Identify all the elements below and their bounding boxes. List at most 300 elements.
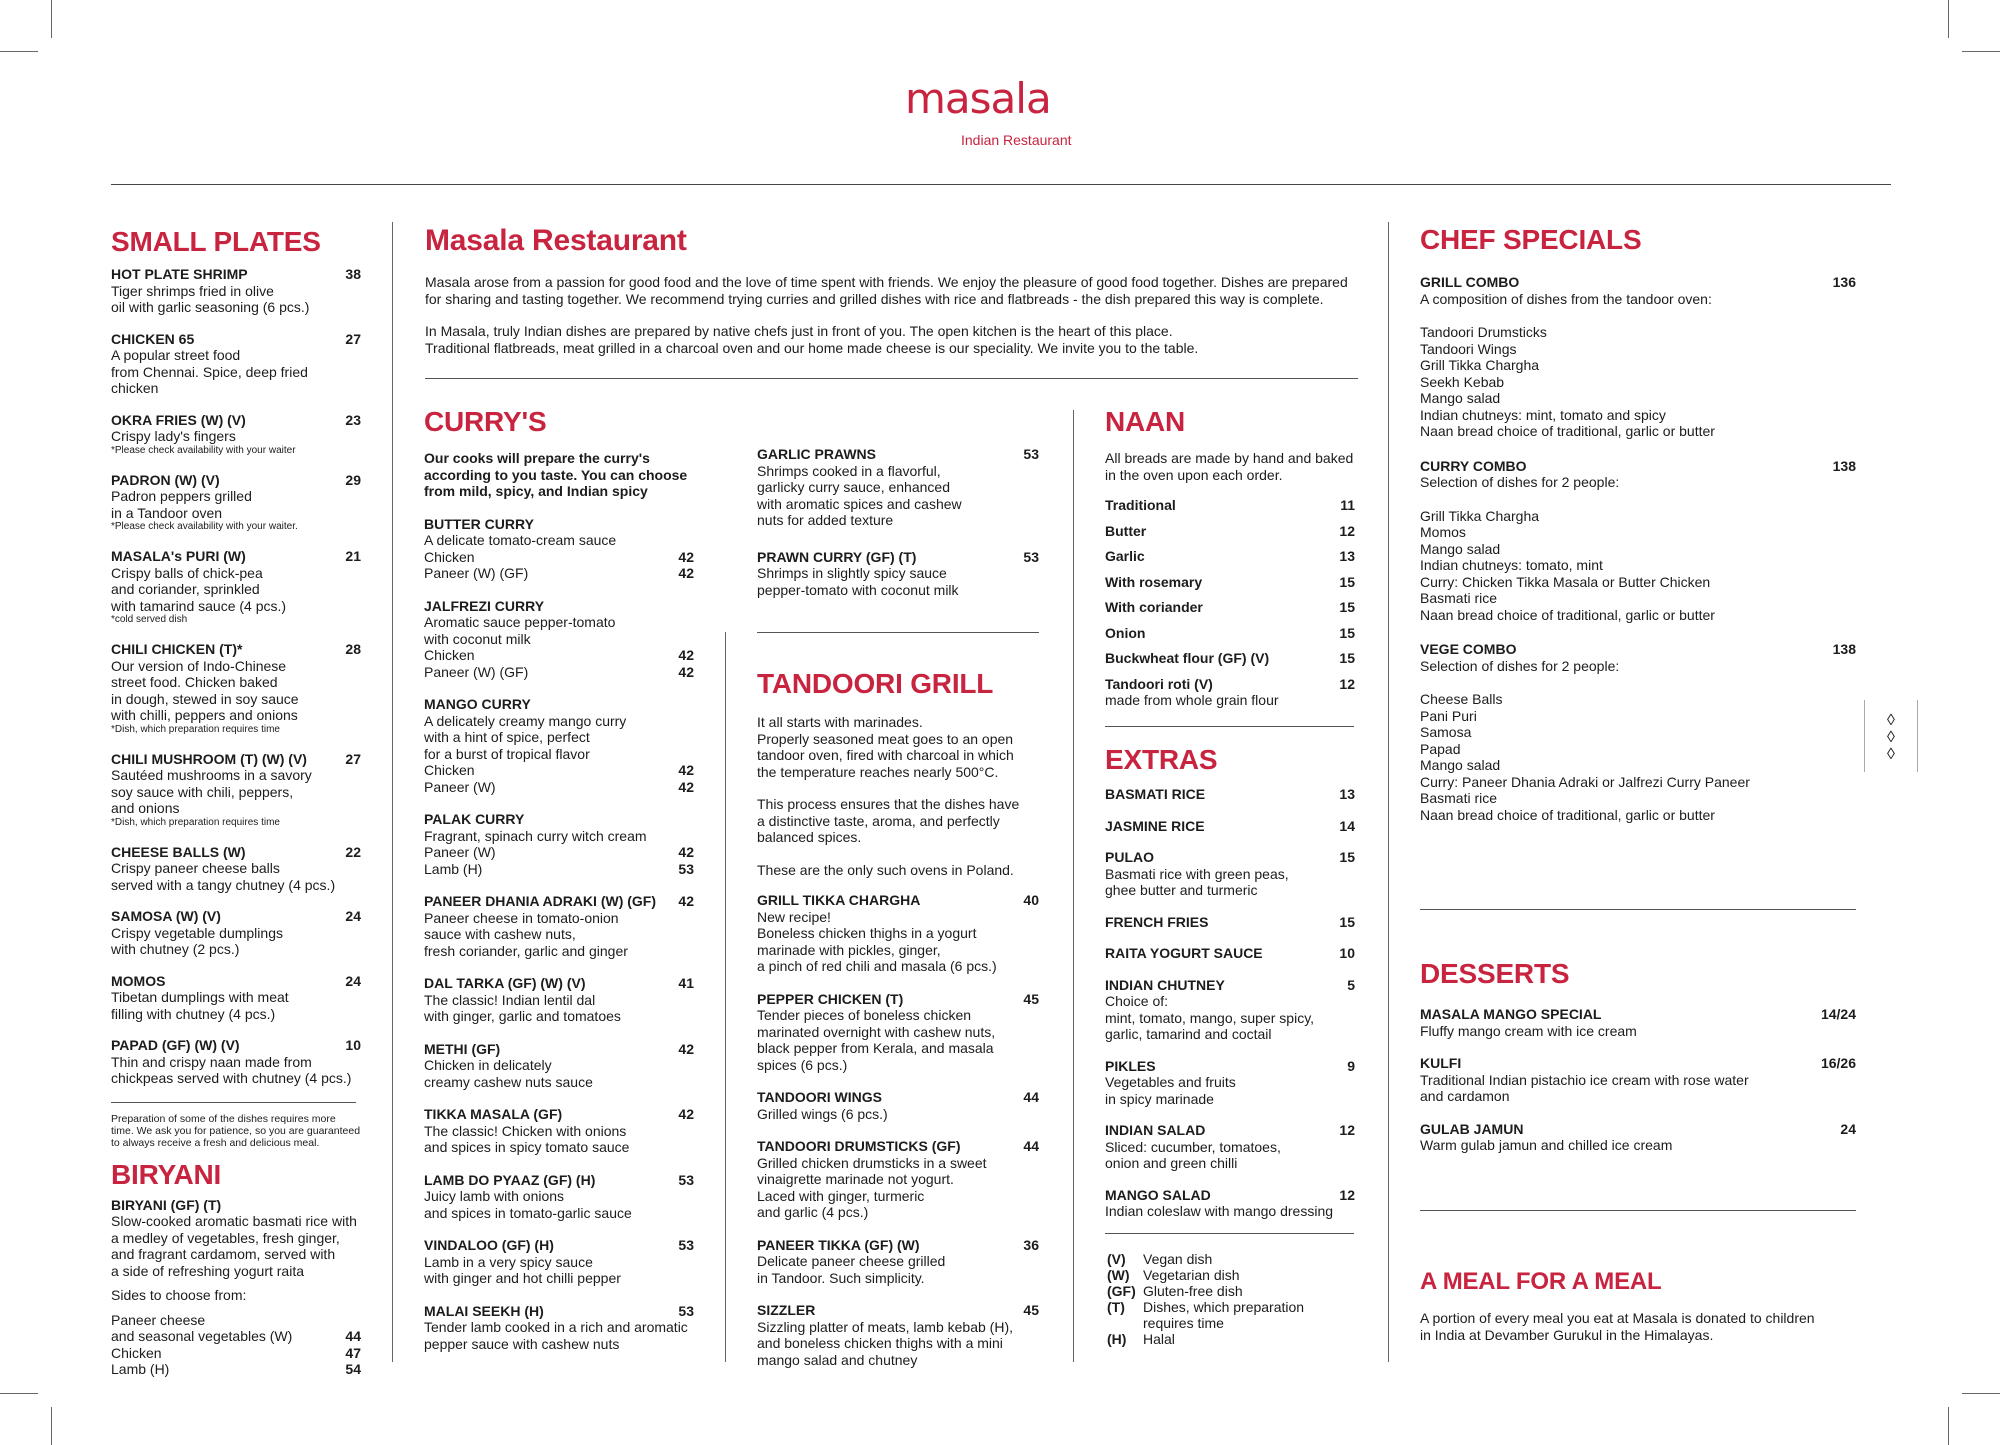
naan-item-price: 15 bbox=[1339, 624, 1355, 641]
menu-item bbox=[111, 412, 361, 457]
extras-list bbox=[1105, 786, 1355, 1220]
naan-item-header bbox=[1105, 625, 1355, 642]
extras-item-name: JASMINE RICE bbox=[1105, 817, 1205, 834]
biryani-item bbox=[111, 1197, 361, 1378]
curry-option bbox=[424, 549, 694, 566]
chef-special-list: Tandoori Drumsticks Tandoori Wings Grill Tikka Chargha Seekh Kebab Mango salad Indian chutneys: mint, tomato and spicy Naan bread choice of traditional, garlic or butter bbox=[1420, 324, 1715, 439]
curry-option-label: Chicken bbox=[424, 647, 475, 663]
crop-mark bbox=[1962, 1393, 2000, 1394]
tandoori-item-name: PANEER TIKKA (GF) (W) bbox=[757, 1236, 920, 1253]
extras-item-name: PULAO bbox=[1105, 849, 1154, 865]
curry-option bbox=[424, 844, 694, 861]
menu-item-header bbox=[111, 266, 361, 283]
curry-list bbox=[424, 516, 694, 1353]
tandoori-item-header bbox=[757, 1302, 1039, 1319]
tandoori-item-price: 45 bbox=[1023, 990, 1039, 1007]
curry-item-desc: Lamb in a very spicy sauce with ginger and hot chilli pepper bbox=[424, 1253, 621, 1286]
legend-entry bbox=[1107, 1299, 1357, 1331]
extras-section bbox=[1105, 746, 1355, 1235]
naan-item-price: 12 bbox=[1339, 522, 1355, 539]
extras-item-header bbox=[1105, 1187, 1355, 1204]
column-divider bbox=[725, 632, 726, 1362]
legend-entry bbox=[1107, 1267, 1357, 1283]
chef-special-item bbox=[1420, 641, 1856, 823]
naan-item-name: Buckwheat flour (GF) (V) bbox=[1105, 650, 1270, 666]
extras-item-header bbox=[1105, 914, 1355, 931]
curry-option-label: Paneer (W) (GF) bbox=[424, 663, 529, 680]
extras-item-name: MANGO SALAD bbox=[1105, 1186, 1211, 1203]
curry-item bbox=[424, 893, 694, 959]
naan-item-header bbox=[1105, 497, 1355, 514]
curry-item-price: 53 bbox=[678, 1237, 694, 1253]
curry-item-name: MALAI SEEKH (H) bbox=[424, 1302, 544, 1319]
tandoori-item-name: TANDOORI DRUMSTICKS (GF) bbox=[757, 1138, 961, 1154]
menu-item-name: CHEESE BALLS (W) bbox=[111, 843, 246, 860]
diamond-icon: ◊ bbox=[1887, 746, 1895, 763]
extras-item-header bbox=[1105, 1058, 1355, 1075]
menu-item-desc: A popular street food from Chennai. Spice, deep fried chicken bbox=[111, 347, 308, 396]
menu-item-note: *Please check availability with your waiter. bbox=[111, 521, 298, 532]
menu-item-price: 22 bbox=[345, 843, 361, 860]
extras-item-desc: Sliced: cucumber, tomatoes, onion and green chilli bbox=[1105, 1138, 1281, 1171]
tandoori-item-desc: Tender pieces of boneless chicken marinated overnight with cashew nuts, black pepper from Kerala, and masala spices (6 pcs.) bbox=[757, 1007, 996, 1073]
chef-special-header bbox=[1420, 458, 1856, 475]
biryani-side-label: and seasonal vegetables (W) bbox=[111, 1328, 293, 1344]
header-divider bbox=[111, 184, 1891, 185]
meal-for-meal-text: A portion of every meal you eat at Masala is donated to children in India at Devamber Gurukul in the Himalayas. bbox=[1420, 1310, 1815, 1343]
curry-item-header bbox=[424, 1303, 694, 1320]
extras-item bbox=[1105, 945, 1355, 962]
legend-entry bbox=[1107, 1331, 1357, 1347]
dessert-item-header bbox=[1420, 1121, 1856, 1138]
tandoori-item-desc: New recipe! Boneless chicken thighs in a yogurt marinade with pickles, ginger, a pinch of red chili and masala (6 pcs.) bbox=[757, 908, 997, 974]
menu-item-header bbox=[111, 331, 361, 348]
tandoori-item-price: 44 bbox=[1023, 1089, 1039, 1105]
extras-item-header bbox=[1105, 977, 1355, 994]
naan-item-name: Onion bbox=[1105, 624, 1146, 641]
extras-item-name: RAITA YOGURT SAUCE bbox=[1105, 945, 1263, 961]
tandoori-item-price: 40 bbox=[1023, 892, 1039, 908]
tandoori-item-desc: Grilled wings (6 pcs.) bbox=[757, 1105, 888, 1122]
tandoori-title: TANDOORI GRILL bbox=[757, 668, 994, 699]
extras-item-price: 12 bbox=[1339, 1122, 1355, 1138]
chef-specials-section bbox=[1420, 226, 1856, 841]
diamond-icon: ◊ bbox=[1887, 712, 1895, 729]
extras-item-desc: Choice of: mint, tomato, mango, super spicy, garlic, tamarind and coctail bbox=[1105, 993, 1315, 1042]
extras-item-header bbox=[1105, 945, 1355, 962]
chef-special-price: 138 bbox=[1832, 457, 1856, 474]
menu-item-price: 28 bbox=[345, 641, 361, 657]
legend-key: (GF) bbox=[1107, 1283, 1136, 1299]
curry-item-header bbox=[424, 1041, 694, 1058]
menu-item-header bbox=[111, 1037, 361, 1054]
curry-option-price: 42 bbox=[678, 844, 694, 860]
curry-item-price: 42 bbox=[678, 1106, 694, 1122]
tandoori-item bbox=[757, 892, 1039, 975]
extras-item-desc: Indian coleslaw with mango dressing bbox=[1105, 1203, 1334, 1219]
extras-item-desc: Vegetables and fruits in spicy marinade bbox=[1105, 1074, 1236, 1107]
legend-text: Gluten-free dish bbox=[1143, 1283, 1243, 1299]
naan-item-price: 11 bbox=[1340, 497, 1355, 513]
curry-item-name: GARLIC PRAWNS bbox=[757, 446, 876, 462]
intro-divider bbox=[425, 378, 1358, 379]
dessert-item-price: 14/24 bbox=[1820, 1006, 1856, 1022]
crop-mark bbox=[0, 1393, 38, 1394]
menu-item bbox=[111, 908, 361, 958]
menu-item-name: SAMOSA (W) (V) bbox=[111, 908, 221, 924]
curry-item-header bbox=[424, 516, 694, 533]
curry-item bbox=[424, 516, 694, 582]
extras-item-name: PIKLES bbox=[1105, 1057, 1156, 1074]
legend-divider bbox=[1105, 1233, 1354, 1234]
extras-item-price: 5 bbox=[1347, 976, 1355, 993]
extras-item-name: FRENCH FRIES bbox=[1105, 913, 1209, 930]
dessert-item bbox=[1420, 1006, 1856, 1039]
curry-item-header bbox=[424, 696, 694, 713]
menu-item-name: PADRON (W) (V) bbox=[111, 471, 220, 488]
curry-option-label: Paneer (W) bbox=[424, 778, 496, 795]
curry-item bbox=[424, 811, 694, 877]
tandoori-item-header bbox=[757, 991, 1039, 1008]
dessert-item-price: 16/26 bbox=[1820, 1055, 1856, 1071]
extras-item bbox=[1105, 818, 1355, 835]
desserts-section bbox=[1420, 960, 1856, 1170]
tandoori-item-price: 44 bbox=[1023, 1138, 1039, 1154]
curry-item-desc: The classic! Chicken with onions and spices in spicy tomato sauce bbox=[424, 1122, 630, 1155]
curry-item-name: PANEER DHANIA ADRAKI (W) (GF) bbox=[424, 893, 657, 909]
menu-item-note: *Dish, which preparation requires time bbox=[111, 723, 280, 735]
crop-mark bbox=[51, 0, 52, 38]
curry-item-desc: Shrimps cooked in a flavorful, garlicky curry sauce, enhanced with aromatic spices and cashew nuts for added texture bbox=[757, 462, 962, 528]
tandoori-paragraph-3: These are the only such ovens in Poland. bbox=[757, 861, 1014, 878]
curry-item bbox=[424, 1303, 694, 1353]
curry-item-name: VINDALOO (GF) (H) bbox=[424, 1237, 554, 1253]
chef-special-list: Cheese Balls Pani Puri Samosa Papad Mango salad Curry: Paneer Dhania Adraki or Jalfrezi Curry Paneer Basmati rice Naan bread choice of traditional, garlic or butter bbox=[1420, 691, 1750, 823]
curry-item-header bbox=[757, 549, 1039, 566]
tandoori-item-header bbox=[757, 1138, 1039, 1155]
curry-item bbox=[424, 975, 694, 1025]
dessert-item-name: KULFI bbox=[1420, 1055, 1462, 1071]
menu-item bbox=[111, 973, 361, 1023]
dessert-item-name: GULAB JAMUN bbox=[1420, 1120, 1524, 1137]
tandoori-item-header bbox=[757, 892, 1039, 909]
naan-item-name: Traditional bbox=[1105, 497, 1176, 513]
curry-option-price: 53 bbox=[678, 860, 694, 877]
chef-special-list: Grill Tikka Chargha Momos Mango salad Indian chutneys: tomato, mint Curry: Chicken Tikka Masala or Butter Chicken Basmati rice Naan bread choice of traditional, garlic or butter bbox=[1420, 507, 1715, 623]
menu-item-name: OKRA FRIES (W) (V) bbox=[111, 411, 246, 428]
naan-item bbox=[1105, 625, 1355, 642]
menu-item-name: HOT PLATE SHRIMP bbox=[111, 266, 248, 282]
menu-item-desc: Crispy balls of chick-pea and coriander, sprinkled with tamarind sauce (4 pcs.) bbox=[111, 564, 287, 614]
curry-item-header bbox=[424, 975, 694, 992]
curry-item-desc: A delicate tomato-cream sauce bbox=[424, 532, 617, 548]
naan-item-price: 15 bbox=[1339, 650, 1355, 666]
extras-item bbox=[1105, 786, 1355, 803]
naan-intro: All breads are made by hand and baked in the oven upon each order. bbox=[1105, 450, 1354, 483]
curry-item-name: DAL TARKA (GF) (W) (V) bbox=[424, 975, 586, 991]
curry-item bbox=[424, 1237, 694, 1287]
dessert-item-name: MASALA MANGO SPECIAL bbox=[1420, 1006, 1602, 1022]
curry-option bbox=[424, 565, 694, 582]
menu-item bbox=[111, 266, 361, 316]
curry-option-label: Chicken bbox=[424, 762, 475, 778]
dessert-item-header bbox=[1420, 1006, 1856, 1023]
curry-item-name: BUTTER CURRY bbox=[424, 515, 534, 532]
legend-text: Vegan dish bbox=[1143, 1251, 1213, 1267]
curry-option-label: Paneer (W) bbox=[424, 844, 496, 860]
legend-text: Dishes, which preparation requires time bbox=[1143, 1299, 1305, 1331]
tandoori-item bbox=[757, 1302, 1039, 1368]
menu-item-desc: Tiger shrimps fried in olive oil with garlic seasoning (6 pcs.) bbox=[111, 282, 310, 315]
curry-item-price: 42 bbox=[678, 893, 694, 909]
intro-section bbox=[425, 226, 1365, 356]
biryani-side bbox=[111, 1345, 361, 1362]
menu-item-price: 27 bbox=[345, 750, 361, 767]
curry-prawns-list bbox=[757, 446, 1039, 598]
tandoori-section bbox=[757, 670, 1039, 1384]
dessert-item-desc: Warm gulab jamun and chilled ice cream bbox=[1420, 1137, 1673, 1153]
curry-item-desc: Chicken in delicately creamy cashew nuts sauce bbox=[424, 1057, 593, 1090]
menu-item-price: 29 bbox=[345, 471, 361, 488]
chef-special-name: GRILL COMBO bbox=[1420, 274, 1520, 290]
menu-item-price: 21 bbox=[345, 548, 361, 564]
extras-item-header bbox=[1105, 818, 1355, 835]
biryani-title: BIRYANI bbox=[111, 1158, 222, 1190]
column-divider bbox=[1073, 410, 1074, 1362]
menu-item-header bbox=[111, 908, 361, 925]
tandoori-item-name: TANDOORI WINGS bbox=[757, 1089, 882, 1105]
curry-item-header bbox=[424, 893, 694, 910]
naan-item bbox=[1105, 497, 1355, 514]
menu-item bbox=[111, 472, 361, 534]
tandoori-paragraph-1: It all starts with marinades. Properly seasoned meat goes to an open tandoor oven, fired with charcoal in which the temperature reaches nearly 500°C. bbox=[757, 714, 1014, 780]
diamond-icon: ◊ bbox=[1887, 729, 1895, 746]
tandoori-item-price: 45 bbox=[1023, 1302, 1039, 1318]
desserts-title: DESSERTS bbox=[1420, 958, 1570, 989]
chef-special-price: 138 bbox=[1832, 641, 1856, 657]
tandoori-item-name: PEPPER CHICKEN (T) bbox=[757, 990, 904, 1007]
curry-option-price: 42 bbox=[678, 565, 694, 581]
desserts-list bbox=[1420, 1006, 1856, 1154]
curry-option-price: 42 bbox=[678, 762, 694, 778]
dessert-item-desc: Traditional Indian pistachio ice cream with rose water and cardamon bbox=[1420, 1071, 1749, 1104]
extras-item bbox=[1105, 1187, 1355, 1220]
tandoori-item-name: GRILL TIKKA CHARGHA bbox=[757, 892, 921, 908]
curry-item-header bbox=[424, 811, 694, 828]
curry-item bbox=[424, 1172, 694, 1222]
extras-item-price: 12 bbox=[1339, 1186, 1355, 1203]
menu-item-price: 10 bbox=[345, 1037, 361, 1053]
chef-special-header bbox=[1420, 641, 1856, 658]
naan-item bbox=[1105, 599, 1355, 616]
naan-item-name: With rosemary bbox=[1105, 573, 1203, 590]
fold-marks bbox=[1864, 700, 1918, 772]
extras-item-header bbox=[1105, 1122, 1355, 1139]
extras-item-price: 14 bbox=[1339, 817, 1355, 834]
dessert-item-desc: Fluffy mango cream with ice cream bbox=[1420, 1022, 1637, 1039]
chef-special-header bbox=[1420, 274, 1856, 291]
curry-item-desc: Aromatic sauce pepper-tomato with coconut milk bbox=[424, 614, 616, 647]
legend-entry bbox=[1107, 1251, 1357, 1267]
biryani-side-price: 54 bbox=[345, 1361, 361, 1377]
curry-intro: Our cooks will prepare the curry's according to you taste. You can choose from mild, spicy, and Indian spicy bbox=[424, 450, 688, 499]
naan-item-name: Butter bbox=[1105, 522, 1147, 539]
curry-item bbox=[757, 549, 1039, 599]
curry-option-price: 42 bbox=[678, 778, 694, 795]
legend-text: Halal bbox=[1143, 1331, 1175, 1347]
biryani-side-price: 44 bbox=[345, 1328, 361, 1344]
crop-mark bbox=[1962, 51, 2000, 52]
curry-item-name: METHI (GF) bbox=[424, 1040, 501, 1057]
extras-item-name: INDIAN SALAD bbox=[1105, 1122, 1206, 1138]
biryani-side-label: Chicken bbox=[111, 1344, 162, 1361]
menu-item-header bbox=[111, 751, 361, 768]
restaurant-logo bbox=[905, 74, 1105, 158]
tandoori-item bbox=[757, 1089, 1039, 1122]
desserts-divider bbox=[1420, 909, 1856, 910]
intro-title: Masala Restaurant bbox=[425, 224, 687, 257]
naan-item-header bbox=[1105, 676, 1355, 693]
extras-item-header bbox=[1105, 786, 1355, 803]
menu-item-header bbox=[111, 548, 361, 565]
biryani-side-label: Paneer cheese bbox=[111, 1311, 206, 1328]
extras-item bbox=[1105, 1058, 1355, 1108]
curry-item-name: MANGO CURRY bbox=[424, 696, 531, 712]
menu-item-header bbox=[111, 412, 361, 429]
naan-item bbox=[1105, 574, 1355, 591]
biryani-side bbox=[111, 1328, 361, 1345]
menu-item-name: CHICKEN 65 bbox=[111, 330, 195, 347]
extras-item bbox=[1105, 1122, 1355, 1172]
tandoori-paragraph-2: This process ensures that the dishes have a distinctive taste, aroma, and perfectly balanced spices. bbox=[757, 796, 1020, 845]
dessert-item bbox=[1420, 1055, 1856, 1105]
curry-option bbox=[424, 647, 694, 664]
curry-title: CURRY'S bbox=[424, 406, 547, 437]
extras-item bbox=[1105, 977, 1355, 1043]
curry-item bbox=[424, 598, 694, 681]
menu-item-desc: Thin and crispy naan made from chickpeas served with chutney (4 pcs.) bbox=[111, 1053, 352, 1086]
crop-mark bbox=[0, 51, 38, 52]
dessert-item bbox=[1420, 1121, 1856, 1154]
extras-item-price: 13 bbox=[1339, 786, 1355, 802]
menu-item-header bbox=[111, 472, 361, 489]
curry-option bbox=[424, 664, 694, 681]
naan-item-name: Tandoori roti (V) bbox=[1105, 675, 1213, 692]
menu-item-price: 24 bbox=[345, 908, 361, 924]
curry-prawns-column bbox=[757, 446, 1039, 618]
naan-item bbox=[1105, 650, 1355, 667]
intro-paragraph-2: In Masala, truly Indian dishes are prepared by native chefs just in front of you. The open kitchen is the heart of this place. Traditional flatbreads, meat grilled in a charcoal oven and our home made cheese is our speciality. We invite you to the table. bbox=[425, 323, 1199, 356]
extras-item-price: 15 bbox=[1339, 913, 1355, 930]
curry-option-price: 42 bbox=[678, 647, 694, 663]
legend-entry bbox=[1107, 1283, 1357, 1299]
menu-item bbox=[111, 641, 361, 736]
curry-option-price: 42 bbox=[678, 548, 694, 565]
naan-item bbox=[1105, 676, 1355, 709]
curry-item-price: 53 bbox=[678, 1171, 694, 1188]
column-divider bbox=[392, 222, 393, 1362]
meal-for-meal-title: A MEAL FOR A MEAL bbox=[1420, 1268, 1662, 1295]
curry-section bbox=[424, 408, 694, 1368]
menu-item-name: MASALA's PURI (W) bbox=[111, 548, 246, 564]
intro-paragraph-1: Masala arose from a passion for good food and the love of time spent with friends. We enjoy the pleasure of good food together. Dishes are prepared for sharing and tasting together. We recommend trying curries and grilled dishes with rice and flatbreads - the dish prepared this way is complete. bbox=[425, 274, 1348, 307]
menu-item-desc: Crispy vegetable dumplings with chutney (2 pcs.) bbox=[111, 924, 283, 957]
biryani-side-label: Lamb (H) bbox=[111, 1361, 170, 1377]
biryani-sides bbox=[111, 1312, 361, 1378]
menu-item-desc: Crispy paneer cheese balls served with a tangy chutney (4 pcs.) bbox=[111, 860, 336, 893]
curry-item-header bbox=[424, 1106, 694, 1123]
curry-option-label: Paneer (W) (GF) bbox=[424, 565, 529, 581]
curry-item-desc: Fragrant, spinach curry witch cream bbox=[424, 827, 647, 844]
menu-item-name: MOMOS bbox=[111, 972, 166, 989]
extras-item-price: 9 bbox=[1347, 1057, 1355, 1074]
tandoori-item-desc: Delicate paneer cheese grilled in Tandoor. Such simplicity. bbox=[757, 1253, 946, 1286]
naan-item-price: 12 bbox=[1339, 675, 1355, 692]
menu-item-header bbox=[111, 844, 361, 861]
extras-item-name: BASMATI RICE bbox=[1105, 786, 1206, 802]
extras-item-price: 15 bbox=[1339, 849, 1355, 865]
naan-list bbox=[1105, 497, 1355, 709]
curry-option bbox=[424, 861, 694, 878]
menu-item bbox=[111, 844, 361, 894]
curry-option-price: 42 bbox=[678, 663, 694, 680]
naan-item-name: Garlic bbox=[1105, 548, 1145, 564]
menu-item bbox=[111, 751, 361, 829]
small-plates-divider bbox=[111, 1102, 356, 1103]
menu-item-desc: Sautéed mushrooms in a savory soy sauce with chili, peppers, and onions bbox=[111, 767, 312, 816]
naan-item-name: With coriander bbox=[1105, 599, 1203, 615]
curry-item-name: PALAK CURRY bbox=[424, 811, 525, 827]
curry-item-desc: Tender lamb cooked in a rich and aromatic pepper sauce with cashew nuts bbox=[424, 1319, 688, 1352]
legend-text: Vegetarian dish bbox=[1143, 1267, 1240, 1283]
small-plates-list bbox=[111, 266, 361, 1087]
extras-item-price: 10 bbox=[1339, 945, 1355, 961]
naan-item-header bbox=[1105, 650, 1355, 667]
curry-item-price: 53 bbox=[1023, 548, 1039, 565]
curry-item-desc: Shrimps in slightly spicy sauce pepper-tomato with coconut milk bbox=[757, 565, 959, 598]
naan-item-desc: made from whole grain flour bbox=[1105, 692, 1279, 708]
biryani-side bbox=[111, 1312, 361, 1329]
menu-item-desc: Crispy lady's fingers bbox=[111, 428, 236, 444]
menu-item-price: 38 bbox=[345, 266, 361, 282]
curry-option bbox=[424, 762, 694, 779]
tandoori-item-price: 36 bbox=[1023, 1236, 1039, 1253]
tandoori-item bbox=[757, 991, 1039, 1074]
curry-item-header bbox=[424, 1237, 694, 1254]
naan-title: NAAN bbox=[1105, 406, 1186, 437]
dessert-item-header bbox=[1420, 1055, 1856, 1072]
tandoori-item-name: SIZZLER bbox=[757, 1302, 816, 1318]
chef-special-item bbox=[1420, 274, 1856, 440]
menu-item-price: 23 bbox=[345, 411, 361, 428]
naan-item bbox=[1105, 523, 1355, 540]
curry-item-price: 42 bbox=[678, 1040, 694, 1057]
curry-item-name: JALFREZI CURRY bbox=[424, 597, 545, 614]
curry-item-name: LAMB DO PYAAZ (GF) (H) bbox=[424, 1171, 596, 1188]
tandoori-item-header bbox=[757, 1089, 1039, 1106]
logo-wordmark: masala bbox=[905, 74, 1051, 123]
curry-option-label: Chicken bbox=[424, 548, 475, 565]
naan-item bbox=[1105, 548, 1355, 565]
meal-for-meal-section bbox=[1420, 1270, 1856, 1343]
legend-key: (W) bbox=[1107, 1267, 1130, 1283]
tandoori-list bbox=[757, 892, 1039, 1368]
tandoori-item bbox=[757, 1237, 1039, 1287]
chef-special-name: CURRY COMBO bbox=[1420, 457, 1527, 474]
curry-item-header bbox=[424, 598, 694, 615]
logo-tagline: Indian Restaurant bbox=[961, 132, 1072, 148]
curry-item bbox=[757, 446, 1039, 529]
